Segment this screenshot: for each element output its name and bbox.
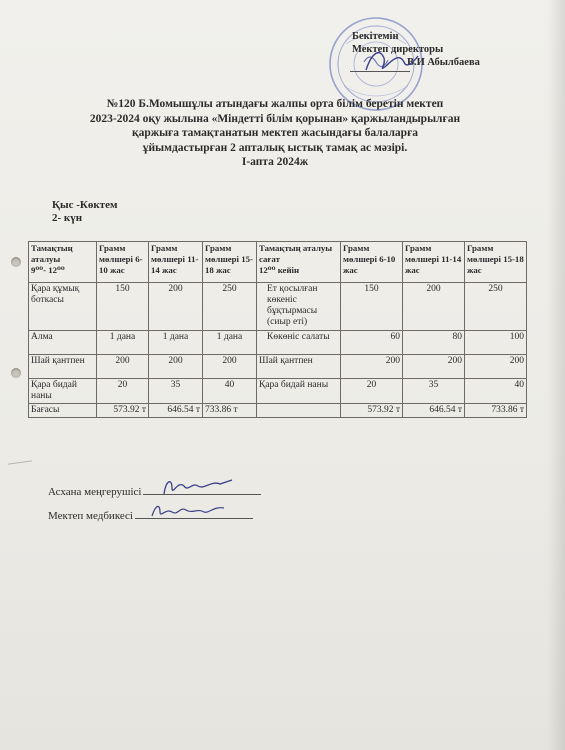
header-grams-11-14-b: Грамм мөлшері 11-14 жас [403, 242, 465, 283]
title-line-2: 2023-2024 оқу жылына «Міндетті білім қорынан» қаржыландырылған [89, 112, 461, 125]
header-grams-6-10-b: Грамм мөлшері 6-10 жас [341, 242, 403, 283]
cell-meal-morning: Шай қантпен [29, 355, 97, 379]
header-meal-morning: Тамақтың аталуы 9⁰⁰- 12⁰⁰ [29, 242, 97, 283]
cell-value: 200 [403, 283, 465, 331]
table-row [29, 331, 527, 355]
cell-value: 200 [465, 355, 527, 379]
cell-value: 100 [465, 331, 527, 355]
school-nurse-signature [148, 498, 228, 522]
cafeteria-head-label: Асхана меңгерушісі [48, 486, 142, 498]
table-row [29, 283, 527, 331]
page-shadow [547, 0, 565, 750]
cell-value: 20 [97, 379, 149, 404]
cell-value: 200 [403, 355, 465, 379]
cell-meal-afternoon: Ет қосылған көкеніс бұқтырмасы (сиыр еті) [257, 283, 341, 331]
cell-value: 1 дана [149, 331, 203, 355]
director-name: В.И Абылбаева [407, 57, 480, 68]
season-day-block [52, 199, 117, 225]
cell-value: 150 [97, 283, 149, 331]
cell-price-empty [257, 404, 341, 418]
day-label: 2- күн [52, 212, 83, 224]
cell-meal-morning: Қара бидай наны [29, 379, 97, 404]
title-line-3: қаржыға тамақтанатын мектеп жасындағы балаларға [131, 127, 419, 139]
cell-value: 1 дана [203, 331, 257, 355]
cell-value: 250 [203, 283, 257, 331]
season-label: Қыс -Көктем [52, 199, 118, 211]
table-row [29, 379, 527, 404]
document-title [40, 97, 510, 170]
cell-price: 573.92 т [97, 404, 149, 418]
cell-price: 646.54 т [149, 404, 203, 418]
header-grams-15-18-b: Грамм мөлшері 15-18 жас [465, 242, 527, 283]
cell-meal-morning: Алма [29, 331, 97, 355]
title-line-5: І-апта 2024ж [241, 156, 309, 168]
menu-table [28, 241, 527, 418]
cell-value: 200 [149, 355, 203, 379]
director-signature [362, 44, 422, 78]
punch-hole-top [11, 257, 21, 267]
cell-price: 646.54 т [403, 404, 465, 418]
header-grams-11-14: Грамм мөлшері 11-14 жас [149, 242, 203, 283]
cell-value: 200 [203, 355, 257, 379]
cell-price: 573.92 т [341, 404, 403, 418]
director-title: Мектеп директоры [352, 44, 444, 55]
punch-hole-bottom [11, 368, 21, 378]
cell-meal-afternoon: Қара бидай наны [257, 379, 341, 404]
cell-value: 35 [149, 379, 203, 404]
cell-price-label: Бағасы [29, 404, 97, 418]
cell-value: 250 [465, 283, 527, 331]
cell-value: 200 [97, 355, 149, 379]
cell-price: 733.86 т [203, 404, 257, 418]
header-grams-6-10: Грамм мөлшері 6-10 жас [97, 242, 149, 283]
cell-price: 733.86 т [465, 404, 527, 418]
cell-value: 40 [465, 379, 527, 404]
cell-value: 35 [403, 379, 465, 404]
title-line-4: ұйымдастырған 2 апталық ыстық тамақ ас мәзірі. [142, 141, 408, 154]
header-grams-15-18: Грамм мөлшері 15-18 жас [203, 242, 257, 283]
cell-value: 150 [341, 283, 403, 331]
approval-word: Бекітемін [352, 31, 399, 42]
title-line-1: №120 Б.Момышұлы атындағы жалпы орта білім беретін мектеп [106, 98, 444, 110]
cell-meal-morning: Қара құмық боткасы [29, 283, 97, 331]
cell-value: 200 [341, 355, 403, 379]
table-row-price [29, 404, 527, 418]
cell-value: 60 [341, 331, 403, 355]
cell-value: 1 дана [97, 331, 149, 355]
school-nurse-label: Мектеп медбикесі [48, 510, 133, 522]
table-row [29, 355, 527, 379]
table-header-row [29, 242, 527, 283]
cell-value: 200 [149, 283, 203, 331]
cell-value: 20 [341, 379, 403, 404]
header-meal-afternoon: Тамақтың аталуы сағат 12⁰⁰ кейін [257, 242, 341, 283]
cell-meal-afternoon: Көкөніс салаты [257, 331, 341, 355]
cell-meal-afternoon: Шай қантпен [257, 355, 341, 379]
cell-value: 80 [403, 331, 465, 355]
cell-value: 40 [203, 379, 257, 404]
cafeteria-head-signature [158, 474, 236, 500]
